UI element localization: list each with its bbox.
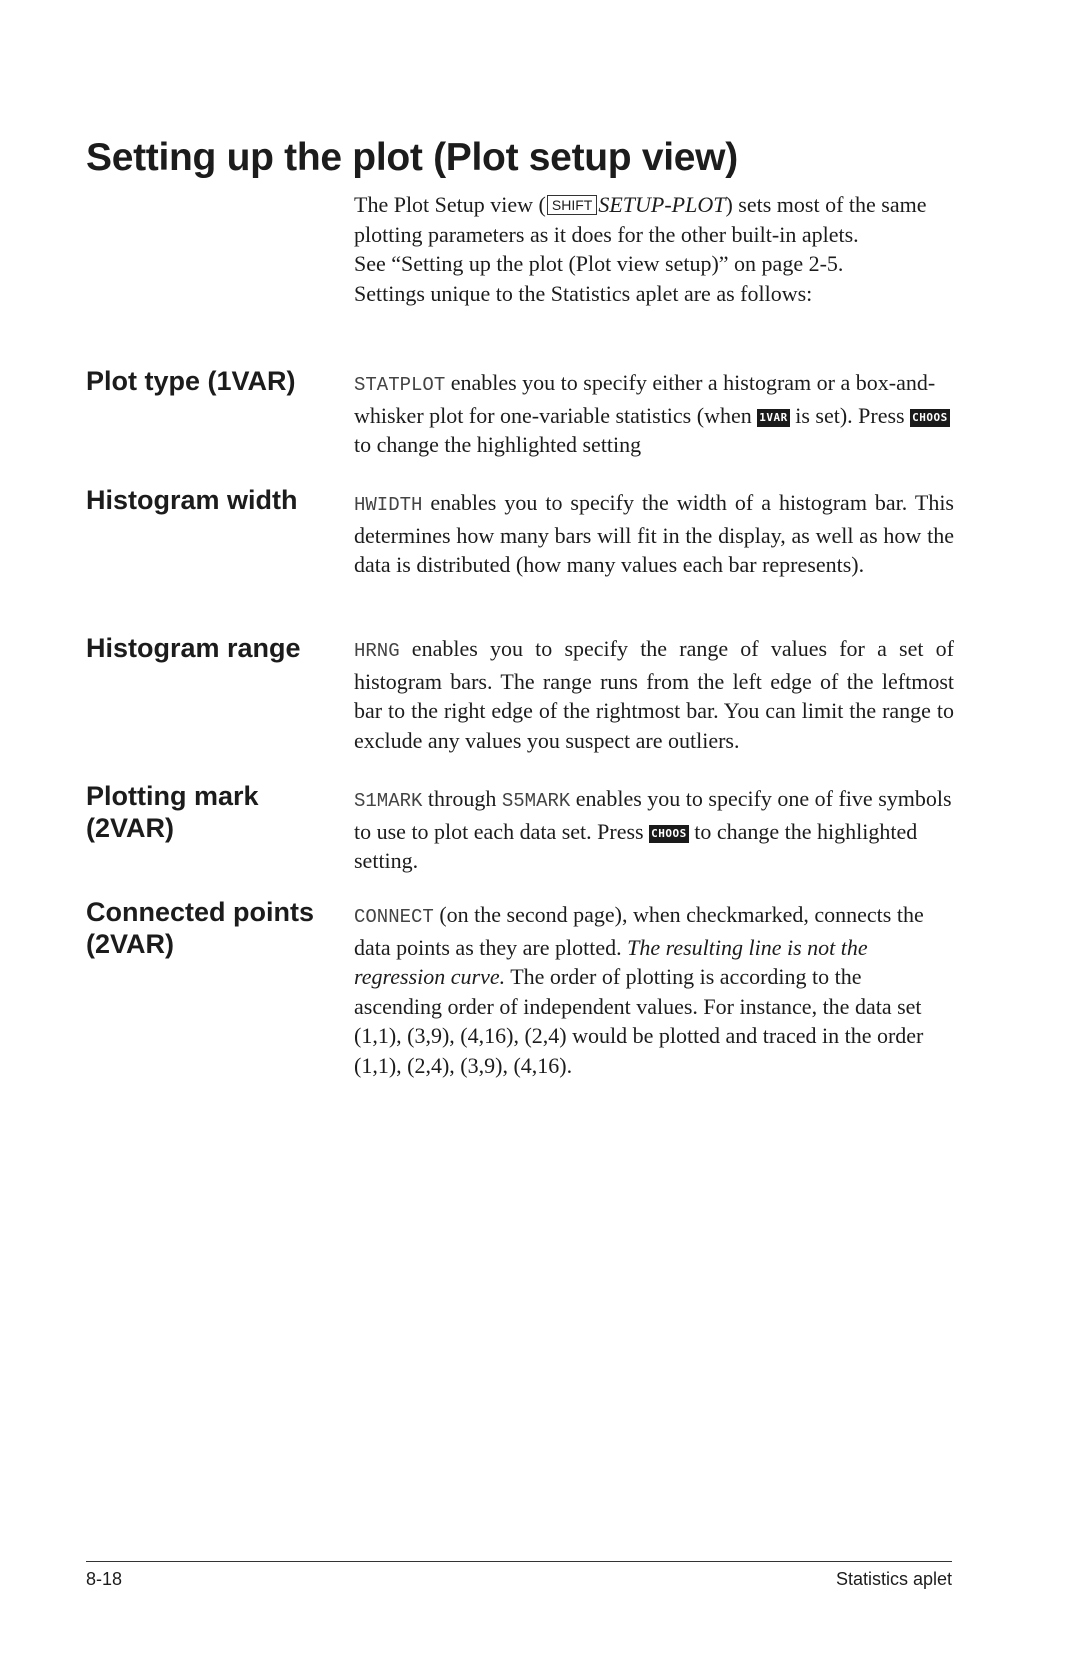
histogram-width-paragraph bbox=[354, 488, 954, 580]
statplot-code: STATPLOT bbox=[354, 374, 446, 396]
setup-plot-label: SETUP-PLOT bbox=[598, 192, 726, 217]
page-title: Setting up the plot (Plot setup view) bbox=[86, 136, 738, 179]
plot-type-text-3: to change the highlighted setting bbox=[354, 432, 642, 457]
page-number: 8-18 bbox=[86, 1569, 123, 1589]
plot-type-heading: Plot type (1VAR) bbox=[86, 366, 296, 396]
chapter-title: Statistics aplet bbox=[835, 1569, 952, 1589]
plot-type-paragraph bbox=[354, 368, 954, 460]
plotting-mark-heading-line2: (2VAR) bbox=[86, 813, 175, 843]
plotting-mark-body bbox=[354, 784, 954, 876]
intro-block bbox=[354, 190, 954, 308]
connected-points-paragraph bbox=[354, 900, 954, 1080]
plotting-mark-heading-line1: Plotting mark bbox=[86, 781, 259, 811]
histogram-width-text: enables you to specify the width of a histogram bar. This determines how many bars will fit in the display, as well as how the data is distributed (how many values each bar represents). bbox=[354, 490, 954, 577]
connected-points-text-2: The order of plotting is according to the ascending order of independent values. For instance, the data set (1,1), (3,9), (4,16), (2,4) would be plotted and traced in the order (1,1), (2,4), (3,9), (4,16). bbox=[354, 964, 924, 1078]
connected-points-heading bbox=[86, 896, 314, 960]
plotting-mark-text-2: to change the highlighted setting. bbox=[354, 818, 918, 873]
intro-paragraph bbox=[354, 190, 954, 249]
shift-key: SHIFT bbox=[547, 195, 597, 215]
plot-type-text-1: enables you to specify either a histogram or a box-and-whisker plot for one-variable statistics (when bbox=[354, 370, 936, 428]
plotting-mark-text-1: enables you to specify one of five symbols to use to plot each data set. Press bbox=[354, 786, 952, 844]
intro-cross-reference: See “Setting up the plot (Plot view setup)” on page 2-5. bbox=[354, 251, 844, 276]
plotting-mark-heading bbox=[86, 780, 259, 844]
s5mark-code: S5MARK bbox=[501, 790, 571, 812]
histogram-range-heading: Histogram range bbox=[86, 633, 301, 663]
plot-type-text-2: is set). Press bbox=[789, 402, 911, 428]
histogram-range-body bbox=[354, 634, 954, 755]
1var-softkey-icon: 1VAR bbox=[757, 409, 790, 427]
intro-text-start: The Plot Setup view ( bbox=[354, 192, 546, 217]
hwidth-code: HWIDTH bbox=[354, 494, 423, 516]
footer-divider bbox=[86, 1561, 952, 1562]
connected-points-italic-note: The resulting line is not the regression curve. bbox=[354, 934, 868, 989]
choos-softkey-icon: CHOOS bbox=[649, 825, 689, 843]
connected-points-heading-line2: (2VAR) bbox=[86, 929, 175, 959]
plotting-mark-through: through bbox=[422, 786, 502, 811]
histogram-width-heading: Histogram width bbox=[86, 485, 298, 515]
histogram-width-body bbox=[354, 488, 954, 580]
choos-softkey-icon: CHOOS bbox=[910, 409, 950, 427]
histogram-range-paragraph bbox=[354, 634, 954, 755]
intro-settings-note: Settings unique to the Statistics aplet are as follows: bbox=[354, 280, 813, 306]
connected-points-body bbox=[354, 900, 954, 1080]
histogram-range-text: enables you to specify the range of values for a set of histogram bars. The range runs from the left edge of the leftmost bar to the right edge of the rightmost bar. You can limit the range to exclude any values you suspect are outliers. bbox=[354, 636, 954, 753]
connect-code: CONNECT bbox=[354, 906, 434, 928]
connected-points-text-1: (on the second page), when checkmarked, connects the data points as they are plotted. bbox=[354, 902, 924, 960]
hrng-code: HRNG bbox=[354, 640, 400, 662]
connected-points-heading-line1: Connected points bbox=[86, 897, 314, 927]
plot-type-body bbox=[354, 368, 954, 460]
intro-text-end: ) sets most of the same plotting parameters as it does for the other built-in aplets. bbox=[354, 192, 927, 247]
plotting-mark-paragraph bbox=[354, 784, 954, 876]
s1mark-code: S1MARK bbox=[354, 790, 423, 812]
